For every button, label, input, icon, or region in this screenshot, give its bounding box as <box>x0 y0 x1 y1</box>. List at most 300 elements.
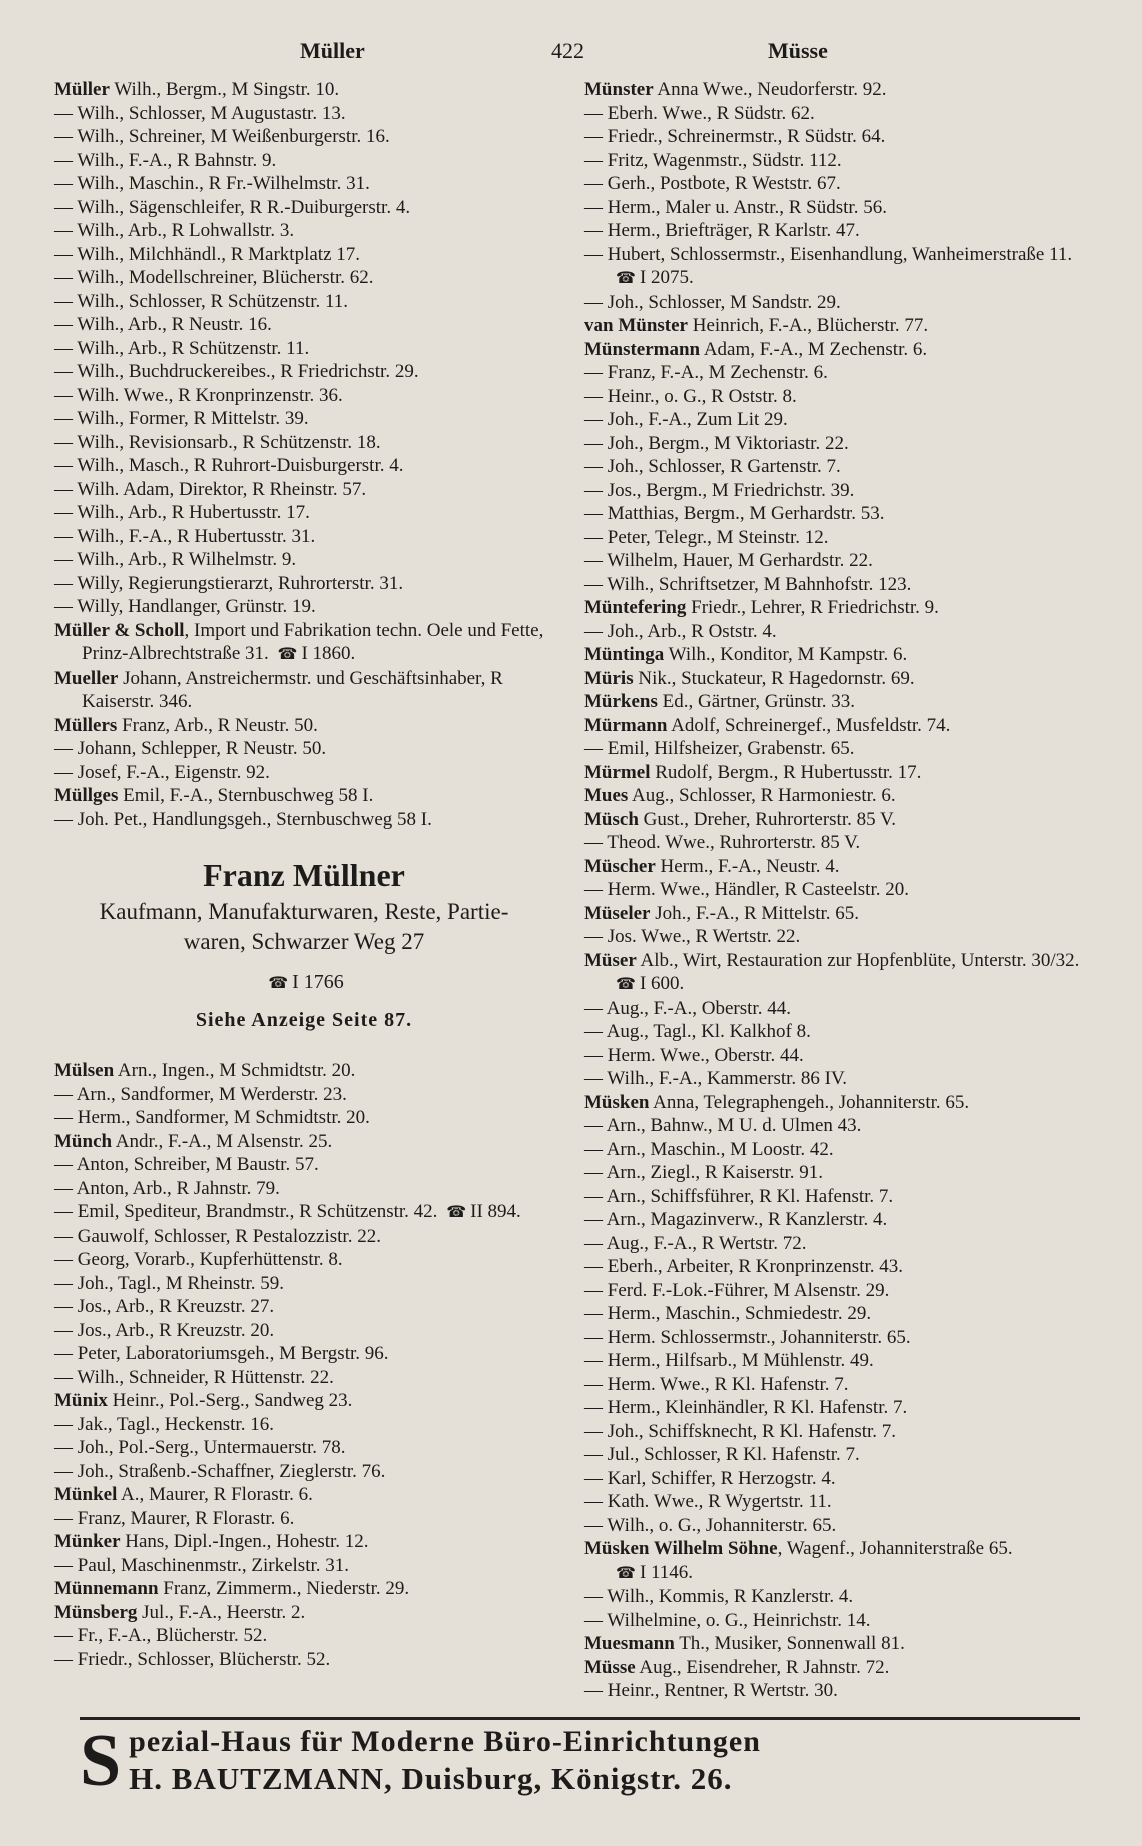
entry-details: — Wilh., Arb., R Neustr. 16. <box>54 314 272 335</box>
entry-details: — Herm. Wwe., Händler, R Casteelstr. 20. <box>584 879 909 900</box>
entry-details: — Herm., Maschin., Schmiedestr. 29. <box>584 1303 872 1324</box>
directory-entry <box>54 1436 554 1460</box>
entry-phone <box>612 973 684 994</box>
directory-entry <box>54 1083 554 1107</box>
entry-details: — Joh., Schiffsknecht, R Kl. Hafenstr. 7. <box>584 1420 897 1442</box>
entry-details: Emil, F.-A., Sternbuschweg 58 I. <box>118 785 374 806</box>
entry-details: Heinrich, F.-A., Blücherstr. 77. <box>687 315 929 336</box>
entry-details: — Joh. Pet., Handlungsgeh., Sternbuschweg 58 I. <box>54 808 432 830</box>
directory-entry <box>584 1091 1084 1115</box>
directory-entry <box>584 1490 1084 1514</box>
directory-entry <box>584 172 1084 196</box>
phone-number: I 1146. <box>639 1561 694 1583</box>
directory-entry <box>54 431 554 455</box>
directory-entry <box>584 902 1084 926</box>
bautzmann-footer-advertisement <box>80 1717 1080 1802</box>
ad-line-1: Kaufmann, Manufakturwaren, Reste, Partie- <box>99 899 509 924</box>
entry-surname: Müsch <box>584 808 639 830</box>
entry-surname: Mürmann <box>584 714 668 736</box>
directory-entry <box>54 1530 554 1554</box>
entry-details: — Fritz, Wagenmstr., Südstr. 112. <box>584 149 842 171</box>
entry-details: — Aug., Tagl., Kl. Kalkhof 8. <box>584 1021 811 1042</box>
entry-details: Franz, Zimmerm., Niederstr. 29. <box>158 1578 410 1599</box>
directory-entry <box>54 172 554 196</box>
entry-details: — Wilh., Buchdruckereibes., R Friedrichstr. 29. <box>54 361 419 382</box>
entry-surname: Müseler <box>584 902 651 924</box>
entry-details: Joh., F.-A., R Mittelstr. 65. <box>650 902 860 924</box>
entry-details: Wilh., Bergm., M Singstr. 10. <box>109 79 340 100</box>
entry-surname: Münnemann <box>54 1578 159 1599</box>
directory-entry <box>584 502 1084 526</box>
entry-details: — Joh., Bergm., M Viktoriastr. 22. <box>584 432 849 454</box>
directory-entry <box>584 78 1084 102</box>
entry-details: — Arn., Sandformer, M Werderstr. 23. <box>54 1083 347 1105</box>
entry-details: — Karl, Schiffer, R Herzogstr. 4. <box>584 1467 836 1489</box>
directory-entry <box>584 1585 1084 1609</box>
footer-line-2: H. BAUTZMANN, Duisburg, Königstr. 26. <box>129 1760 733 1796</box>
ad-line-2: waren, Schwarzer Weg 27 <box>183 929 425 954</box>
entry-surname: van Münster <box>584 315 688 336</box>
entry-details: — Gerh., Postbote, R Weststr. 67. <box>584 173 841 194</box>
entry-details: — Friedr., Schreinermstr., R Südstr. 64. <box>584 126 886 147</box>
entry-surname: Müris <box>584 667 634 689</box>
directory-entry <box>54 102 554 126</box>
directory-entry <box>54 1507 554 1531</box>
directory-entry <box>584 1161 1084 1185</box>
directory-entry <box>54 1624 554 1648</box>
directory-entry <box>584 1232 1084 1256</box>
footer-line-1: pezial-Haus für Moderne Büro-Einrichtungen <box>129 1724 761 1758</box>
directory-entry <box>584 714 1084 738</box>
directory-entry <box>584 1679 1084 1703</box>
directory-entry <box>584 573 1084 597</box>
entry-details: — Hubert, Schlossermstr., Eisenhandlung, Wanheimerstraße 11. <box>584 243 1073 265</box>
entry-details: — Heinr., o. G., R Oststr. 8. <box>584 385 797 407</box>
page-number: 422 <box>551 38 584 63</box>
directory-entry <box>54 219 554 243</box>
running-header <box>0 38 1142 78</box>
directory-entry <box>584 831 1084 855</box>
entry-details: — Wilh., Revisionsarb., R Schützenstr. 18. <box>54 431 381 453</box>
entry-details: — Willy, Handlanger, Grünstr. 19. <box>54 596 316 617</box>
directory-entry <box>54 737 554 761</box>
entry-details: — Fr., F.-A., Blücherstr. 52. <box>54 1625 268 1646</box>
directory-entry <box>584 196 1084 220</box>
entry-details: Alb., Wirt, Restauration zur Hopfenblüte, Unterstr. 30/32. <box>636 949 1080 971</box>
directory-entry <box>54 1554 554 1578</box>
entry-details: Wilh., Konditor, M Kampstr. 6. <box>664 644 908 665</box>
entry-details: Nik., Stuckateur, R Hagedornstr. 69. <box>633 667 915 689</box>
directory-entry <box>54 407 554 431</box>
entry-details: — Wilh., Modellschreiner, Blücherstr. 62. <box>54 267 374 288</box>
entry-details: — Wilh., Schneider, R Hüttenstr. 22. <box>54 1366 334 1388</box>
entry-surname: Münix <box>54 1390 108 1411</box>
entry-details: — Joh., Schlosser, R Gartenstr. 7. <box>584 456 841 477</box>
ad-phone-number: I 1766 <box>292 971 344 993</box>
franz-muellner-advertisement <box>54 853 554 1035</box>
entry-details: Arn., Ingen., M Schmidtstr. 20. <box>114 1060 356 1081</box>
directory-entry <box>54 1200 554 1225</box>
directory-entry <box>54 1601 554 1625</box>
entry-details: Th., Musiker, Sonnenwall 81. <box>674 1633 905 1654</box>
directory-entry <box>584 878 1084 902</box>
directory-entry <box>584 1537 1084 1585</box>
entry-details: — Herm. Wwe., Oberstr. 44. <box>584 1044 804 1066</box>
entry-surname: Müscher <box>584 855 656 877</box>
directory-entry <box>584 125 1084 149</box>
directory-entry <box>584 385 1084 409</box>
directory-entry <box>54 1295 554 1319</box>
entry-details: Aug., Eisendreher, R Jahnstr. 72. <box>635 1656 890 1678</box>
directory-entry <box>54 360 554 384</box>
left-column <box>54 78 554 1671</box>
directory-entry <box>54 1577 554 1601</box>
directory-entry <box>54 1389 554 1413</box>
directory-entry <box>584 1467 1084 1491</box>
directory-entry <box>584 1349 1084 1373</box>
directory-entry <box>584 149 1084 173</box>
directory-entry <box>54 501 554 525</box>
telephone-icon: ☎ <box>446 1204 467 1221</box>
entry-details: — Herm., Kleinhändler, R Kl. Hafenstr. 7. <box>584 1397 908 1418</box>
directory-entry <box>54 525 554 549</box>
entry-surname: Münker <box>54 1531 121 1552</box>
entry-phone <box>437 1201 520 1222</box>
directory-entry <box>54 1272 554 1296</box>
directory-entry <box>54 243 554 267</box>
entry-details: — Josef, F.-A., Eigenstr. 92. <box>54 761 270 783</box>
directory-entry <box>584 1420 1084 1444</box>
entry-surname: Mürmel <box>584 761 651 783</box>
directory-entry <box>54 149 554 173</box>
entry-surname: Mürkens <box>584 691 658 712</box>
directory-entry <box>584 1302 1084 1326</box>
entry-details: Anna, Telegraphengeh., Johanniterstr. 65. <box>649 1091 970 1113</box>
entry-details: — Friedr., Schlosser, Blücherstr. 52. <box>54 1648 331 1670</box>
telephone-icon: ☎ <box>616 1564 636 1582</box>
header-first-name: Müller <box>300 38 365 63</box>
entry-details: — Arn., Schiffsführer, R Kl. Hafenstr. 7. <box>584 1185 894 1207</box>
header-last-name: Müsse <box>768 38 828 63</box>
entry-details: — Arn., Magazinverw., R Kanzlerstr. 4. <box>584 1209 888 1230</box>
entry-details: — Wilh., Schreiner, M Weißenburgerstr. 16. <box>54 126 390 147</box>
entry-details: — Joh., Arb., R Oststr. 4. <box>584 620 777 642</box>
directory-entry <box>584 620 1084 644</box>
directory-entry <box>54 808 554 832</box>
directory-entry <box>584 1373 1084 1397</box>
directory-entry <box>584 432 1084 456</box>
entry-details: — Herm. Wwe., R Kl. Hafenstr. 7. <box>584 1373 849 1395</box>
directory-entry <box>584 925 1084 949</box>
directory-entry <box>584 1208 1084 1232</box>
right-column <box>584 78 1084 1703</box>
entry-details: Rudolf, Bergm., R Hubertusstr. 17. <box>650 761 922 783</box>
entry-details: — Franz, F.-A., M Zechenstr. 6. <box>584 362 828 383</box>
directory-entry <box>584 596 1084 620</box>
entry-details: — Wilhelm, Hauer, M Gerhardstr. 22. <box>584 550 873 571</box>
directory-entry <box>54 1225 554 1249</box>
directory-entry <box>54 1366 554 1390</box>
entry-details: — Anton, Schreiber, M Baustr. 57. <box>54 1154 319 1175</box>
entry-details: Hans, Dipl.-Ingen., Hohestr. 12. <box>120 1531 369 1552</box>
entry-details: — Wilh., Milchhändl., R Marktplatz 17. <box>54 243 361 265</box>
phone-number: II 894. <box>470 1201 521 1222</box>
entry-details: — Wilh., F.-A., R Bahnstr. 9. <box>54 149 277 171</box>
directory-entry <box>584 102 1084 126</box>
entry-details: — Aug., F.-A., Oberstr. 44. <box>584 997 791 1019</box>
entry-details: — Johann, Schlepper, R Neustr. 50. <box>54 738 327 759</box>
directory-entry <box>54 784 554 808</box>
entry-details: — Gauwolf, Schlosser, R Pestalozzistr. 22. <box>54 1225 381 1247</box>
entry-details: — Wilh., Arb., R Wilhelmstr. 9. <box>54 549 297 570</box>
directory-entry <box>54 78 554 102</box>
entry-details: — Wilh., Maschin., R Fr.-Wilhelmstr. 31. <box>54 173 370 194</box>
entry-details: , Wagenf., Johanniterstraße 65. <box>777 1538 1013 1559</box>
entry-details: — Wilh., Kommis, R Kanzlerstr. 4. <box>584 1586 854 1607</box>
entry-details: Andr., F.-A., M Alsenstr. 25. <box>112 1130 333 1152</box>
directory-entry <box>54 595 554 619</box>
directory-entry <box>584 1632 1084 1656</box>
entry-phone <box>612 267 694 288</box>
directory-entry <box>584 1185 1084 1209</box>
directory-entry <box>54 714 554 738</box>
entry-details: — Herm., Sandformer, M Schmidtstr. 20. <box>54 1107 370 1128</box>
entry-details: — Aug., F.-A., R Wertstr. 72. <box>584 1232 807 1254</box>
directory-entry <box>584 1279 1084 1303</box>
entry-details: — Matthias, Bergm., M Gerhardstr. 53. <box>584 503 885 524</box>
telephone-icon: ☎ <box>268 975 289 992</box>
footer-initial: S <box>80 1719 122 1802</box>
directory-entry <box>54 1059 554 1083</box>
entry-details: — Wilh., Arb., R Lohwallstr. 3. <box>54 220 295 241</box>
directory-entry <box>584 784 1084 808</box>
entry-details: — Peter, Telegr., M Steinstr. 12. <box>584 526 829 548</box>
directory-entry <box>584 761 1084 785</box>
entry-details: — Emil, Spediteur, Brandmstr., R Schützenstr. 42. <box>54 1201 438 1222</box>
directory-columns <box>0 78 1142 1703</box>
entry-surname: Münster <box>584 79 654 100</box>
entry-details: — Ferd. F.-Lok.-Führer, M Alsenstr. 29. <box>584 1279 890 1301</box>
entry-details: Heinr., Pol.-Serg., Sandweg 23. <box>107 1390 353 1411</box>
directory-entry <box>54 1460 554 1484</box>
directory-entry <box>54 290 554 314</box>
entry-details: — Jos., Arb., R Kreuzstr. 20. <box>54 1319 275 1341</box>
directory-entry <box>584 1138 1084 1162</box>
directory-entry <box>54 1153 554 1177</box>
entry-details: — Theod. Wwe., Ruhrorterstr. 85 V. <box>584 832 861 853</box>
directory-entry <box>584 690 1084 714</box>
directory-entry <box>584 408 1084 432</box>
directory-entry <box>584 526 1084 550</box>
entry-details: Herm., F.-A., Neustr. 4. <box>655 855 840 877</box>
entry-details: — Arn., Ziegl., R Kaiserstr. 91. <box>584 1162 824 1183</box>
entry-details: — Eberh. Wwe., R Südstr. 62. <box>584 102 815 124</box>
entry-surname: Münkel <box>54 1484 118 1505</box>
entry-details: Gust., Dreher, Ruhrorterstr. 85 V. <box>638 808 897 830</box>
entry-details: — Arn., Bahnw., M U. d. Ulmen 43. <box>584 1115 862 1136</box>
directory-entry <box>584 1255 1084 1279</box>
entry-details: — Peter, Laboratoriumsgeh., M Bergstr. 96. <box>54 1343 389 1364</box>
directory-entry <box>584 1443 1084 1467</box>
directory-entry <box>54 1413 554 1437</box>
telephone-icon: ☎ <box>277 646 298 663</box>
entry-details: — Wilh., Masch., R Ruhrort-Duisburgerstr. 4. <box>54 455 404 476</box>
entry-details: — Wilh., Arb., R Hubertusstr. 17. <box>54 502 310 523</box>
directory-entry <box>54 667 554 714</box>
entry-surname: Müller & Scholl <box>54 619 185 641</box>
entry-surname: Müsken Wilhelm Söhne <box>584 1538 778 1559</box>
entry-surname: Mülsen <box>54 1060 115 1081</box>
entry-details: — Jos., Arb., R Kreuzstr. 27. <box>54 1296 275 1317</box>
directory-entry <box>54 454 554 478</box>
entry-details: — Heinr., Rentner, R Wertstr. 30. <box>584 1680 838 1701</box>
entry-details: — Joh., Tagl., M Rheinstr. 59. <box>54 1272 285 1294</box>
entry-details: — Wilh., Arb., R Schützenstr. 11. <box>54 337 310 359</box>
telephone-icon: ☎ <box>616 976 636 993</box>
entry-details: — Jak., Tagl., Heckenstr. 16. <box>54 1413 274 1435</box>
entry-details: — Joh., F.-A., Zum Lit 29. <box>584 409 788 430</box>
directory-entry <box>584 1514 1084 1538</box>
entry-details: — Joh., Schlosser, M Sandstr. 29. <box>584 291 841 313</box>
directory-entry <box>54 619 554 667</box>
directory-entry <box>584 737 1084 761</box>
directory-entry <box>584 667 1084 691</box>
entry-surname: Mues <box>584 785 629 806</box>
entry-surname: Müsse <box>584 1656 636 1678</box>
entry-details: Jul., F.-A., Heerstr. 2. <box>137 1601 306 1623</box>
directory-entry <box>584 997 1084 1021</box>
phone-number: I 600. <box>639 973 685 994</box>
entry-details: — Wilh., o. G., Johanniterstr. 65. <box>584 1514 837 1536</box>
entry-details: — Franz, Maurer, R Florastr. 6. <box>54 1507 295 1529</box>
entry-details: A., Maurer, R Florastr. 6. <box>117 1484 313 1505</box>
entry-details: — Wilh., F.-A., Kammerstr. 86 IV. <box>584 1068 848 1089</box>
directory-entry <box>584 361 1084 385</box>
entry-details: — Wilh., F.-A., R Hubertusstr. 31. <box>54 525 316 547</box>
left-entries-bottom <box>54 1059 554 1671</box>
entry-details: — Arn., Maschin., M Loostr. 42. <box>584 1138 834 1160</box>
entry-details: — Wilh. Adam, Direktor, R Rheinstr. 57. <box>54 478 367 500</box>
entry-details: — Herm., Hilfsarb., M Mühlenstr. 49. <box>584 1350 874 1371</box>
directory-entry <box>584 291 1084 315</box>
entry-details: — Herm. Schlossermstr., Johanniterstr. 65. <box>584 1326 911 1348</box>
directory-entry <box>54 478 554 502</box>
directory-entry <box>54 1248 554 1272</box>
right-entries <box>584 78 1084 1703</box>
directory-entry <box>54 313 554 337</box>
directory-entry <box>54 384 554 408</box>
entry-details: Adolf, Schreinergef., Musfeldstr. 74. <box>667 714 951 736</box>
directory-entry <box>584 338 1084 362</box>
directory-entry <box>584 949 1084 997</box>
entry-surname: Müsken <box>584 1091 650 1113</box>
directory-entry <box>584 1020 1084 1044</box>
directory-entry <box>584 808 1084 832</box>
footer-lines <box>129 1724 761 1798</box>
entry-surname: Münstermann <box>584 338 701 360</box>
directory-entry <box>54 337 554 361</box>
entry-surname: Müser <box>584 949 637 971</box>
directory-entry <box>584 243 1084 291</box>
directory-entry <box>584 855 1084 879</box>
directory-entry <box>54 572 554 596</box>
entry-details: — Jul., Schlosser, R Kl. Hafenstr. 7. <box>584 1444 860 1465</box>
directory-entry <box>584 314 1084 338</box>
directory-entry <box>584 219 1084 243</box>
entry-details: — Wilh., Schlosser, M Augustastr. 13. <box>54 102 346 124</box>
directory-entry <box>54 1106 554 1130</box>
entry-phone <box>612 1562 693 1583</box>
entry-details: — Herm., Briefträger, R Karlstr. 47. <box>584 220 860 241</box>
phone-number: I 1860. <box>301 643 356 664</box>
entry-surname: Müllers <box>54 714 118 736</box>
entry-details: — Wilhelmine, o. G., Heinrichstr. 14. <box>584 1609 871 1631</box>
directory-entry <box>54 1130 554 1154</box>
entry-details: — Wilh., Former, R Mittelstr. 39. <box>54 408 309 429</box>
directory-entry <box>584 1114 1084 1138</box>
directory-entry <box>54 266 554 290</box>
phone-number: I 2075. <box>639 267 694 288</box>
entry-details: — Jos. Wwe., R Wertstr. 22. <box>584 926 801 947</box>
entry-details: — Paul, Maschinenmstr., Zirkelstr. 31. <box>54 1554 350 1576</box>
entry-details: , Import und Fabrikation techn. Oele und Fette, Prinz-Albrechtstraße 31. <box>82 619 544 664</box>
entry-surname: Müllges <box>54 785 119 806</box>
entry-surname: Münsberg <box>54 1601 138 1623</box>
entry-surname: Münch <box>54 1130 113 1152</box>
directory-entry <box>584 1609 1084 1633</box>
entry-details: — Wilh., Schlosser, R Schützenstr. 11. <box>54 290 349 312</box>
left-entries-top <box>54 78 554 831</box>
directory-entry <box>584 549 1084 573</box>
entry-details: — Kath. Wwe., R Wygertstr. 11. <box>584 1491 832 1512</box>
entry-details: Anna Wwe., Neudorferstr. 92. <box>653 79 887 100</box>
directory-entry <box>584 479 1084 503</box>
entry-surname: Mueller <box>54 667 119 689</box>
ad-phone <box>54 967 554 999</box>
entry-details: Johann, Anstreichermstr. und Geschäftsinhaber, R Kaiserstr. 346. <box>82 667 503 712</box>
entry-details: — Willy, Regierungstierarzt, Ruhrorterstr. 31. <box>54 572 404 594</box>
entry-details: — Joh., Straßenb.-Schaffner, Zieglerstr. 76. <box>54 1460 386 1482</box>
directory-entry <box>54 1648 554 1672</box>
directory-entry <box>54 196 554 220</box>
entry-surname: Müntinga <box>584 644 665 665</box>
directory-entry <box>54 548 554 572</box>
entry-details: — Wilh., Schriftsetzer, M Bahnhofstr. 123. <box>584 573 912 595</box>
entry-details: — Jos., Bergm., M Friedrichstr. 39. <box>584 479 855 501</box>
directory-entry <box>584 1656 1084 1680</box>
entry-details: Friedr., Lehrer, R Friedrichstr. 9. <box>686 597 939 618</box>
directory-entry <box>584 1396 1084 1420</box>
entry-phone <box>269 643 356 664</box>
entry-surname: Müntefering <box>584 597 687 618</box>
directory-entry <box>584 455 1084 479</box>
entry-details: Ed., Gärtner, Grünstr. 33. <box>657 691 856 712</box>
entry-details: — Georg, Vorarb., Kupferhüttenstr. 8. <box>54 1249 343 1270</box>
entry-surname: Muesmann <box>584 1633 675 1654</box>
directory-entry <box>54 1177 554 1201</box>
entry-details: — Anton, Arb., R Jahnstr. 79. <box>54 1177 280 1199</box>
entry-details: — Emil, Hilfsheizer, Grabenstr. 65. <box>584 738 855 759</box>
directory-entry <box>54 125 554 149</box>
entry-surname: Müller <box>54 79 110 100</box>
entry-details: Adam, F.-A., M Zechenstr. 6. <box>700 338 928 360</box>
directory-entry <box>54 761 554 785</box>
directory-entry <box>584 1326 1084 1350</box>
entry-details: — Herm., Maler u. Anstr., R Südstr. 56. <box>584 196 887 218</box>
directory-entry <box>54 1319 554 1343</box>
ad-title: Franz Müllner <box>203 857 405 893</box>
entry-details: — Joh., Pol.-Serg., Untermauerstr. 78. <box>54 1437 346 1458</box>
